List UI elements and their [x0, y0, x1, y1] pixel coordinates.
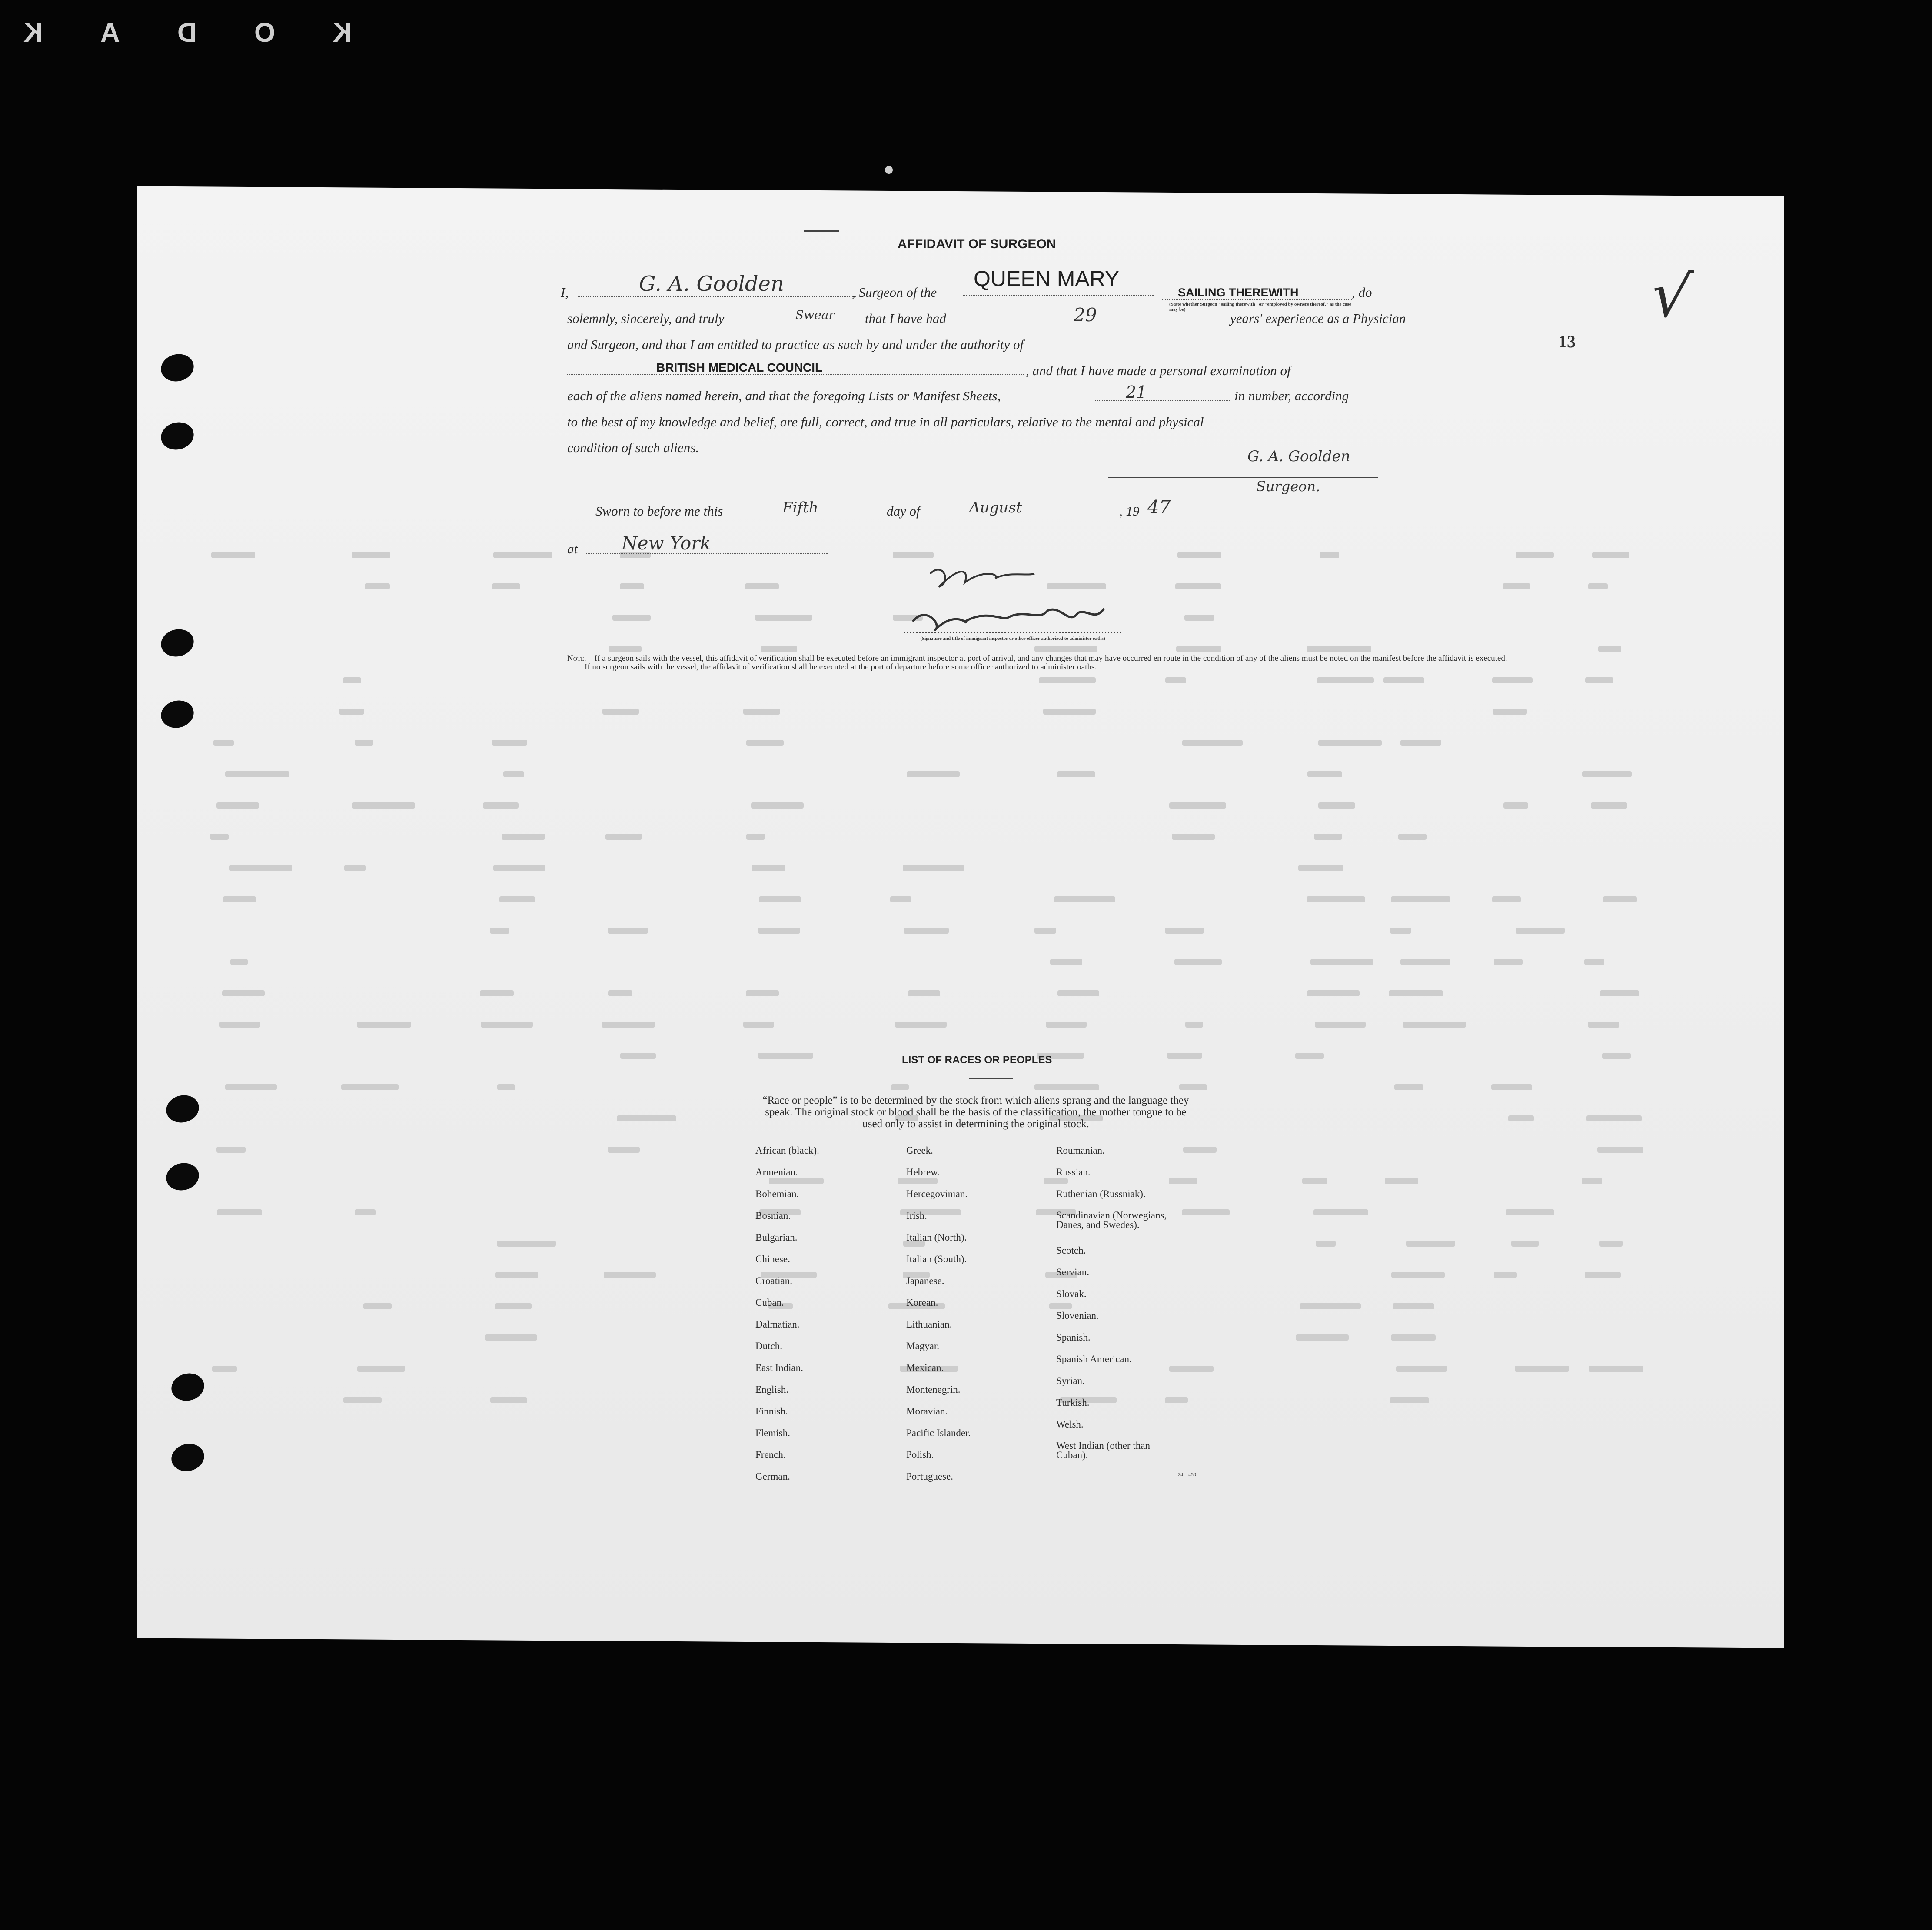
- bleed-mark: [485, 1334, 537, 1341]
- bleed-mark: [1169, 1366, 1214, 1372]
- bleed-mark: [751, 802, 804, 809]
- bleed-mark: [745, 583, 779, 589]
- race-item: Magyar.: [906, 1341, 940, 1351]
- bleed-mark: [1591, 802, 1627, 809]
- bleed-mark: [217, 1209, 262, 1215]
- bleed-mark: [746, 740, 784, 746]
- bleed-mark: [904, 928, 949, 934]
- race-item: West Indian (other than Cuban).: [1056, 1440, 1150, 1461]
- sailing-stamp: SAILING THEREWITH: [1178, 286, 1299, 299]
- bleed-mark: [503, 771, 524, 777]
- sworn-year-handwritten: 47: [1147, 496, 1171, 518]
- bleed-mark: [1400, 959, 1450, 965]
- bleed-mark: [608, 928, 648, 934]
- bleed-mark: [1034, 928, 1056, 934]
- bleed-mark: [604, 1272, 656, 1278]
- bleed-mark: [1318, 740, 1382, 746]
- bleed-mark: [1057, 771, 1095, 777]
- race-item: East Indian.: [755, 1362, 803, 1373]
- race-item: Ruthenian (Russniak).: [1056, 1188, 1146, 1199]
- race-item: Bohemian.: [755, 1188, 799, 1199]
- bleed-mark: [1403, 1022, 1466, 1028]
- race-item: Croatian.: [755, 1275, 792, 1286]
- bleed-mark: [1588, 583, 1608, 589]
- bleed-mark: [1172, 834, 1215, 840]
- bleed-mark: [1300, 1303, 1361, 1309]
- race-item: Polish.: [906, 1449, 934, 1460]
- check-mark-icon: √: [1647, 258, 1696, 334]
- race-item: Cuban.: [755, 1297, 784, 1308]
- bleed-mark: [363, 1303, 392, 1309]
- bleed-mark: [1034, 646, 1097, 652]
- bleed-mark: [1493, 709, 1527, 715]
- affidavit-line5-prefix: each of the aliens named herein, and that the foregoing Lists or Manifest Sheets,: [567, 388, 1001, 403]
- bleed-mark: [891, 1084, 909, 1090]
- film-edge-brand: [22, 17, 352, 48]
- bleed-mark: [1491, 1084, 1532, 1090]
- bleed-mark: [492, 740, 527, 746]
- bleed-mark: [1165, 1397, 1188, 1403]
- form-code: 24—450: [1178, 1471, 1196, 1477]
- surgeon-name-handwritten: G. A. Goolden: [639, 272, 784, 296]
- bleed-mark: [357, 1022, 411, 1028]
- sworn-day-label: day of: [887, 503, 920, 519]
- race-item: Korean.: [906, 1297, 938, 1308]
- bleed-mark: [908, 990, 940, 996]
- bleed-mark: [1588, 1022, 1619, 1028]
- bleed-mark: [1400, 740, 1441, 746]
- page-number: 13: [1558, 332, 1576, 351]
- bleed-mark: [620, 1053, 656, 1059]
- bleed-mark: [1165, 677, 1186, 683]
- race-item: Spanish American.: [1056, 1354, 1132, 1364]
- bleed-mark: [769, 1178, 824, 1184]
- bleed-mark: [1177, 552, 1221, 558]
- race-item: Russian.: [1056, 1167, 1091, 1178]
- bleed-mark: [617, 1115, 676, 1121]
- bleed-mark: [497, 1084, 515, 1090]
- officer-signature: [895, 556, 1139, 635]
- bleed-mark: [1511, 1241, 1539, 1247]
- race-item: French.: [755, 1449, 786, 1460]
- bleed-mark: [1398, 834, 1427, 840]
- bleed-mark: [761, 646, 797, 652]
- place-handwritten: New York: [622, 532, 711, 554]
- bleed-mark: [1391, 896, 1450, 902]
- bleed-mark: [213, 740, 234, 746]
- bleed-mark: [1046, 1022, 1087, 1028]
- bleed-mark: [1165, 928, 1204, 934]
- sheets-handwritten: 21: [1126, 383, 1147, 402]
- bleed-mark: [1307, 646, 1371, 652]
- bleed-mark: [1039, 677, 1096, 683]
- race-item: African (black).: [755, 1145, 819, 1156]
- bleed-mark: [1592, 552, 1629, 558]
- bleed-mark: [746, 990, 779, 996]
- bleed-mark: [602, 709, 639, 715]
- bleed-mark: [490, 1397, 527, 1403]
- bleed-mark: [907, 771, 960, 777]
- bleed-mark: [230, 959, 248, 965]
- bleed-mark: [357, 1366, 405, 1372]
- bleed-mark: [1184, 615, 1214, 621]
- bleed-mark: [1390, 928, 1411, 934]
- race-item: Scotch.: [1056, 1245, 1086, 1256]
- bleed-mark: [1320, 552, 1339, 558]
- bleed-mark: [1394, 1084, 1423, 1090]
- bleed-mark: [1298, 865, 1343, 871]
- film-letter: O: [252, 18, 276, 48]
- race-item: Finnish.: [755, 1406, 788, 1417]
- sailing-note: (State whether Surgeon "sailing therewith" or "employed by owners thereof," as the case may be): [1169, 302, 1351, 312]
- bleed-mark: [1316, 1241, 1336, 1247]
- bleed-mark: [1385, 1178, 1418, 1184]
- bleed-mark: [1393, 1303, 1434, 1309]
- bleed-mark: [1597, 1147, 1643, 1153]
- signature-line: [1108, 477, 1378, 478]
- bleed-mark: [1584, 959, 1604, 965]
- bleed-mark: [608, 1147, 640, 1153]
- bleed-mark: [1043, 709, 1096, 715]
- bleed-mark: [343, 677, 361, 683]
- bleed-mark: [339, 709, 364, 715]
- film-letter: D: [175, 18, 197, 48]
- race-item: Syrian.: [1056, 1375, 1085, 1386]
- bleed-mark: [1598, 646, 1621, 652]
- race-item: Dutch.: [755, 1341, 782, 1351]
- bleed-mark: [1317, 677, 1374, 683]
- bleed-mark: [225, 1084, 277, 1090]
- race-item: Scandinavian (Norwegians, Danes, and Swedes).: [1056, 1210, 1167, 1230]
- bleed-mark: [1044, 1178, 1068, 1184]
- ship-name-stamp: QUEEN MARY: [974, 266, 1120, 291]
- bleed-mark: [212, 1366, 237, 1372]
- bleed-mark: [344, 865, 366, 871]
- bleed-mark: [620, 583, 644, 589]
- race-item: Pacific Islander.: [906, 1428, 971, 1438]
- bleed-mark: [1310, 959, 1373, 965]
- affidavit-line5-suffix: in number, according: [1234, 388, 1349, 403]
- bleed-mark: [758, 1053, 813, 1059]
- race-item: Italian (South).: [906, 1254, 967, 1264]
- bleed-mark: [1602, 1053, 1631, 1059]
- bleed-mark: [1586, 1115, 1642, 1121]
- bleed-mark: [1034, 1084, 1099, 1090]
- bleed-mark: [1508, 1115, 1534, 1121]
- sworn-prefix: Sworn to before me this: [595, 503, 723, 519]
- bleed-mark: [1307, 771, 1342, 777]
- race-item: Slovenian.: [1056, 1310, 1099, 1321]
- bleed-mark: [1183, 1147, 1217, 1153]
- bleed-mark: [495, 1272, 538, 1278]
- note-text2: If no surgeon sails with the vessel, the affidavit of verification shall be executed at the port of departure before some officer authorized to administer oaths.: [585, 662, 1097, 672]
- bleed-mark: [1391, 1272, 1445, 1278]
- race-item: Hebrew.: [906, 1167, 940, 1178]
- bleed-mark: [752, 865, 785, 871]
- affidavit-line4-suffix: , and that I have made a personal examination of: [1026, 363, 1291, 378]
- bleed-mark: [1600, 990, 1639, 996]
- film-registration-dot: [885, 166, 893, 174]
- spacer: [1156, 288, 1157, 289]
- race-item: Bulgarian.: [755, 1232, 798, 1243]
- bleed-mark: [1167, 1053, 1202, 1059]
- bleed-mark: [1318, 802, 1355, 809]
- race-item: Portuguese.: [906, 1471, 953, 1482]
- bleed-mark: [605, 834, 642, 840]
- bleed-mark: [1169, 1178, 1197, 1184]
- bleed-mark: [1585, 677, 1613, 683]
- bleed-mark: [225, 771, 289, 777]
- race-item: Greek.: [906, 1145, 933, 1156]
- race-item: Italian (North).: [906, 1232, 967, 1243]
- race-item: Flemish.: [755, 1428, 790, 1438]
- race-item: Lithuanian.: [906, 1319, 952, 1330]
- bleed-mark: [1389, 990, 1443, 996]
- bleed-mark: [490, 928, 509, 934]
- surgeon-of-the-label: , Surgeon of the: [852, 285, 937, 300]
- race-item: Chinese.: [755, 1254, 790, 1264]
- bleed-mark: [1185, 1022, 1203, 1028]
- bleed-mark: [216, 802, 259, 809]
- bleed-mark: [1057, 990, 1099, 996]
- races-title-rule: [969, 1078, 1013, 1079]
- race-item: Hercegovinian.: [906, 1188, 968, 1199]
- affidavit-line1-suffix: , do: [1352, 285, 1372, 300]
- race-item: Moravian.: [906, 1406, 948, 1417]
- bleed-mark: [1506, 1209, 1554, 1215]
- bleed-mark: [890, 896, 911, 902]
- bleed-mark: [355, 740, 373, 746]
- bleed-mark: [602, 1022, 655, 1028]
- bleed-mark: [1515, 1366, 1569, 1372]
- race-item: Irish.: [906, 1210, 927, 1221]
- note-text1: —If a surgeon sails with the vessel, this affidavit of verification shall be executed before an immigrant inspector at port of arrival, and any changes that may have occurred en route in the condition of any of the aliens must be noted on the manifest before the affidavit is executed.: [586, 654, 1507, 663]
- bleed-mark: [755, 615, 812, 621]
- bleed-mark: [1503, 583, 1530, 589]
- race-item: Japanese.: [906, 1275, 944, 1286]
- bleed-mark: [495, 1303, 532, 1309]
- bleed-mark: [502, 834, 545, 840]
- bleed-mark: [499, 896, 535, 902]
- bleed-mark: [1295, 1053, 1324, 1059]
- bleed-mark: [1315, 1022, 1366, 1028]
- bleed-mark: [492, 583, 520, 589]
- race-item: Bosnian.: [755, 1210, 791, 1221]
- bleed-mark: [219, 1022, 260, 1028]
- race-item: Turkish.: [1056, 1397, 1090, 1408]
- fill-line: [578, 296, 856, 297]
- affidavit-line2-suffix: years' experience as a Physician: [1230, 311, 1406, 326]
- film-letter: K: [22, 18, 43, 48]
- header-dash: [804, 230, 839, 232]
- sworn-day-handwritten: Fifth: [782, 499, 818, 516]
- bleed-mark: [481, 1022, 533, 1028]
- fill-line: [963, 295, 1154, 296]
- bleed-mark: [483, 802, 519, 809]
- at-label: at: [567, 541, 578, 556]
- bleed-mark: [1314, 834, 1342, 840]
- races-title: LIST OF RACES OR PEOPLES: [902, 1054, 1052, 1066]
- bleed-mark: [1503, 802, 1528, 809]
- affidavit-line7: condition of such aliens.: [567, 440, 699, 455]
- bleed-mark: [1494, 959, 1523, 965]
- race-item: Dalmatian.: [755, 1319, 800, 1330]
- bleed-mark: [1599, 1241, 1623, 1247]
- bleed-mark: [758, 928, 800, 934]
- bleed-mark: [497, 1241, 556, 1247]
- race-item: Welsh.: [1056, 1419, 1084, 1430]
- affidavit-line6: to the best of my knowledge and belief, are full, correct, and true in all particulars, relative to the mental and physical: [567, 414, 1204, 429]
- affidavit-line2-prefix: solemnly, sincerely, and truly: [567, 311, 725, 326]
- bleed-mark: [210, 834, 229, 840]
- years-handwritten: 29: [1074, 304, 1097, 326]
- bleed-mark: [1179, 1084, 1207, 1090]
- race-item: Montenegrin.: [906, 1384, 961, 1395]
- bleed-mark: [1307, 896, 1365, 902]
- affidavit-line1-prefix: I,: [561, 285, 569, 300]
- affidavit-line3: and Surgeon, and that I am entitled to practice as such by and under the authority of: [567, 337, 1024, 352]
- bleed-mark: [1582, 771, 1632, 777]
- surgeon-title-handwritten: Surgeon.: [1256, 478, 1320, 495]
- bleed-mark: [1175, 583, 1221, 589]
- bleed-mark: [1396, 1366, 1447, 1372]
- bleed-mark: [216, 1147, 246, 1153]
- race-item: Servian.: [1056, 1267, 1090, 1278]
- bleed-mark: [355, 1209, 376, 1215]
- bleed-mark: [608, 990, 632, 996]
- bleed-mark: [493, 865, 545, 871]
- bleed-mark: [1492, 677, 1533, 683]
- bleed-mark: [222, 990, 265, 996]
- bleed-mark: [1391, 1334, 1436, 1341]
- race-item: Armenian.: [755, 1167, 798, 1178]
- bleed-mark: [743, 1022, 774, 1028]
- race-item: Slovak.: [1056, 1288, 1087, 1299]
- bleed-mark: [493, 552, 552, 558]
- bleed-mark: [743, 709, 780, 715]
- bleed-mark: [1049, 1303, 1072, 1309]
- bleed-mark: [229, 865, 292, 871]
- bleed-mark: [1307, 990, 1360, 996]
- bleed-mark: [1176, 646, 1221, 652]
- bleed-mark: [1589, 1366, 1643, 1372]
- bleed-mark: [211, 552, 255, 558]
- race-item: English.: [755, 1384, 789, 1395]
- surgeon-signature: G. A. Goolden: [1247, 448, 1350, 465]
- bleed-mark: [1516, 552, 1554, 558]
- affidavit-title: AFFIDAVIT OF SURGEON: [898, 237, 1056, 251]
- races-intro: “Race or people” is to be determined by the stock from which aliens sprang and the language they speak. The original stock or blood shall be the basis of the classification, the mother tongue to be used only to assist in determining the original stock.: [762, 1095, 1189, 1130]
- bleed-mark: [1054, 896, 1115, 902]
- bleed-mark: [1313, 1209, 1368, 1215]
- note-lead: Note.: [567, 654, 586, 663]
- bleed-mark: [1302, 1178, 1327, 1184]
- officer-caption: (Signature and title of immigrant inspector or other officer authorized to administer oaths): [920, 636, 1105, 641]
- fill-line: [1095, 400, 1230, 401]
- bleed-mark: [1182, 740, 1243, 746]
- bleed-mark: [352, 552, 390, 558]
- bleed-mark: [1390, 1397, 1429, 1403]
- bleed-mark: [1169, 802, 1226, 809]
- bleed-mark: [343, 1397, 382, 1403]
- note-block: [567, 654, 1749, 672]
- sworn-month-handwritten: August: [969, 499, 1022, 516]
- film-letter: A: [98, 18, 120, 48]
- bleed-mark: [1585, 1272, 1621, 1278]
- bleed-mark: [352, 802, 415, 809]
- affidavit-line2-mid: that I have had: [865, 311, 946, 326]
- bleed-mark: [1406, 1241, 1455, 1247]
- bleed-mark: [612, 615, 651, 621]
- race-item: Roumanian.: [1056, 1145, 1105, 1156]
- bleed-mark: [1582, 1178, 1602, 1184]
- bleed-mark: [759, 896, 801, 902]
- bleed-mark: [1174, 959, 1222, 965]
- authority-stamp: BRITISH MEDICAL COUNCIL: [656, 361, 823, 374]
- bleed-mark: [609, 646, 642, 652]
- bleed-mark: [1516, 928, 1565, 934]
- bleed-mark: [341, 1084, 399, 1090]
- bleed-mark: [1182, 1209, 1230, 1215]
- race-item: German.: [755, 1471, 790, 1482]
- bleed-mark: [1492, 896, 1521, 902]
- bleed-mark: [1050, 959, 1082, 965]
- bleed-mark: [1603, 896, 1637, 902]
- bleed-mark: [898, 1178, 938, 1184]
- race-item: Mexican.: [906, 1362, 944, 1373]
- bleed-mark: [1296, 1334, 1349, 1341]
- bleed-mark: [746, 834, 765, 840]
- race-item: Spanish.: [1056, 1332, 1091, 1343]
- fill-line: [1161, 299, 1352, 300]
- bleed-mark: [480, 990, 514, 996]
- film-letter: K: [331, 18, 352, 48]
- bleed-mark: [1494, 1272, 1517, 1278]
- bleed-mark: [1383, 677, 1424, 683]
- bleed-mark: [223, 896, 256, 902]
- bleed-mark: [365, 583, 390, 589]
- sworn-year-prefix: , 19: [1119, 503, 1140, 519]
- bleed-mark: [903, 865, 964, 871]
- bleed-mark: [895, 1022, 947, 1028]
- oath-handwritten: Swear: [795, 308, 835, 322]
